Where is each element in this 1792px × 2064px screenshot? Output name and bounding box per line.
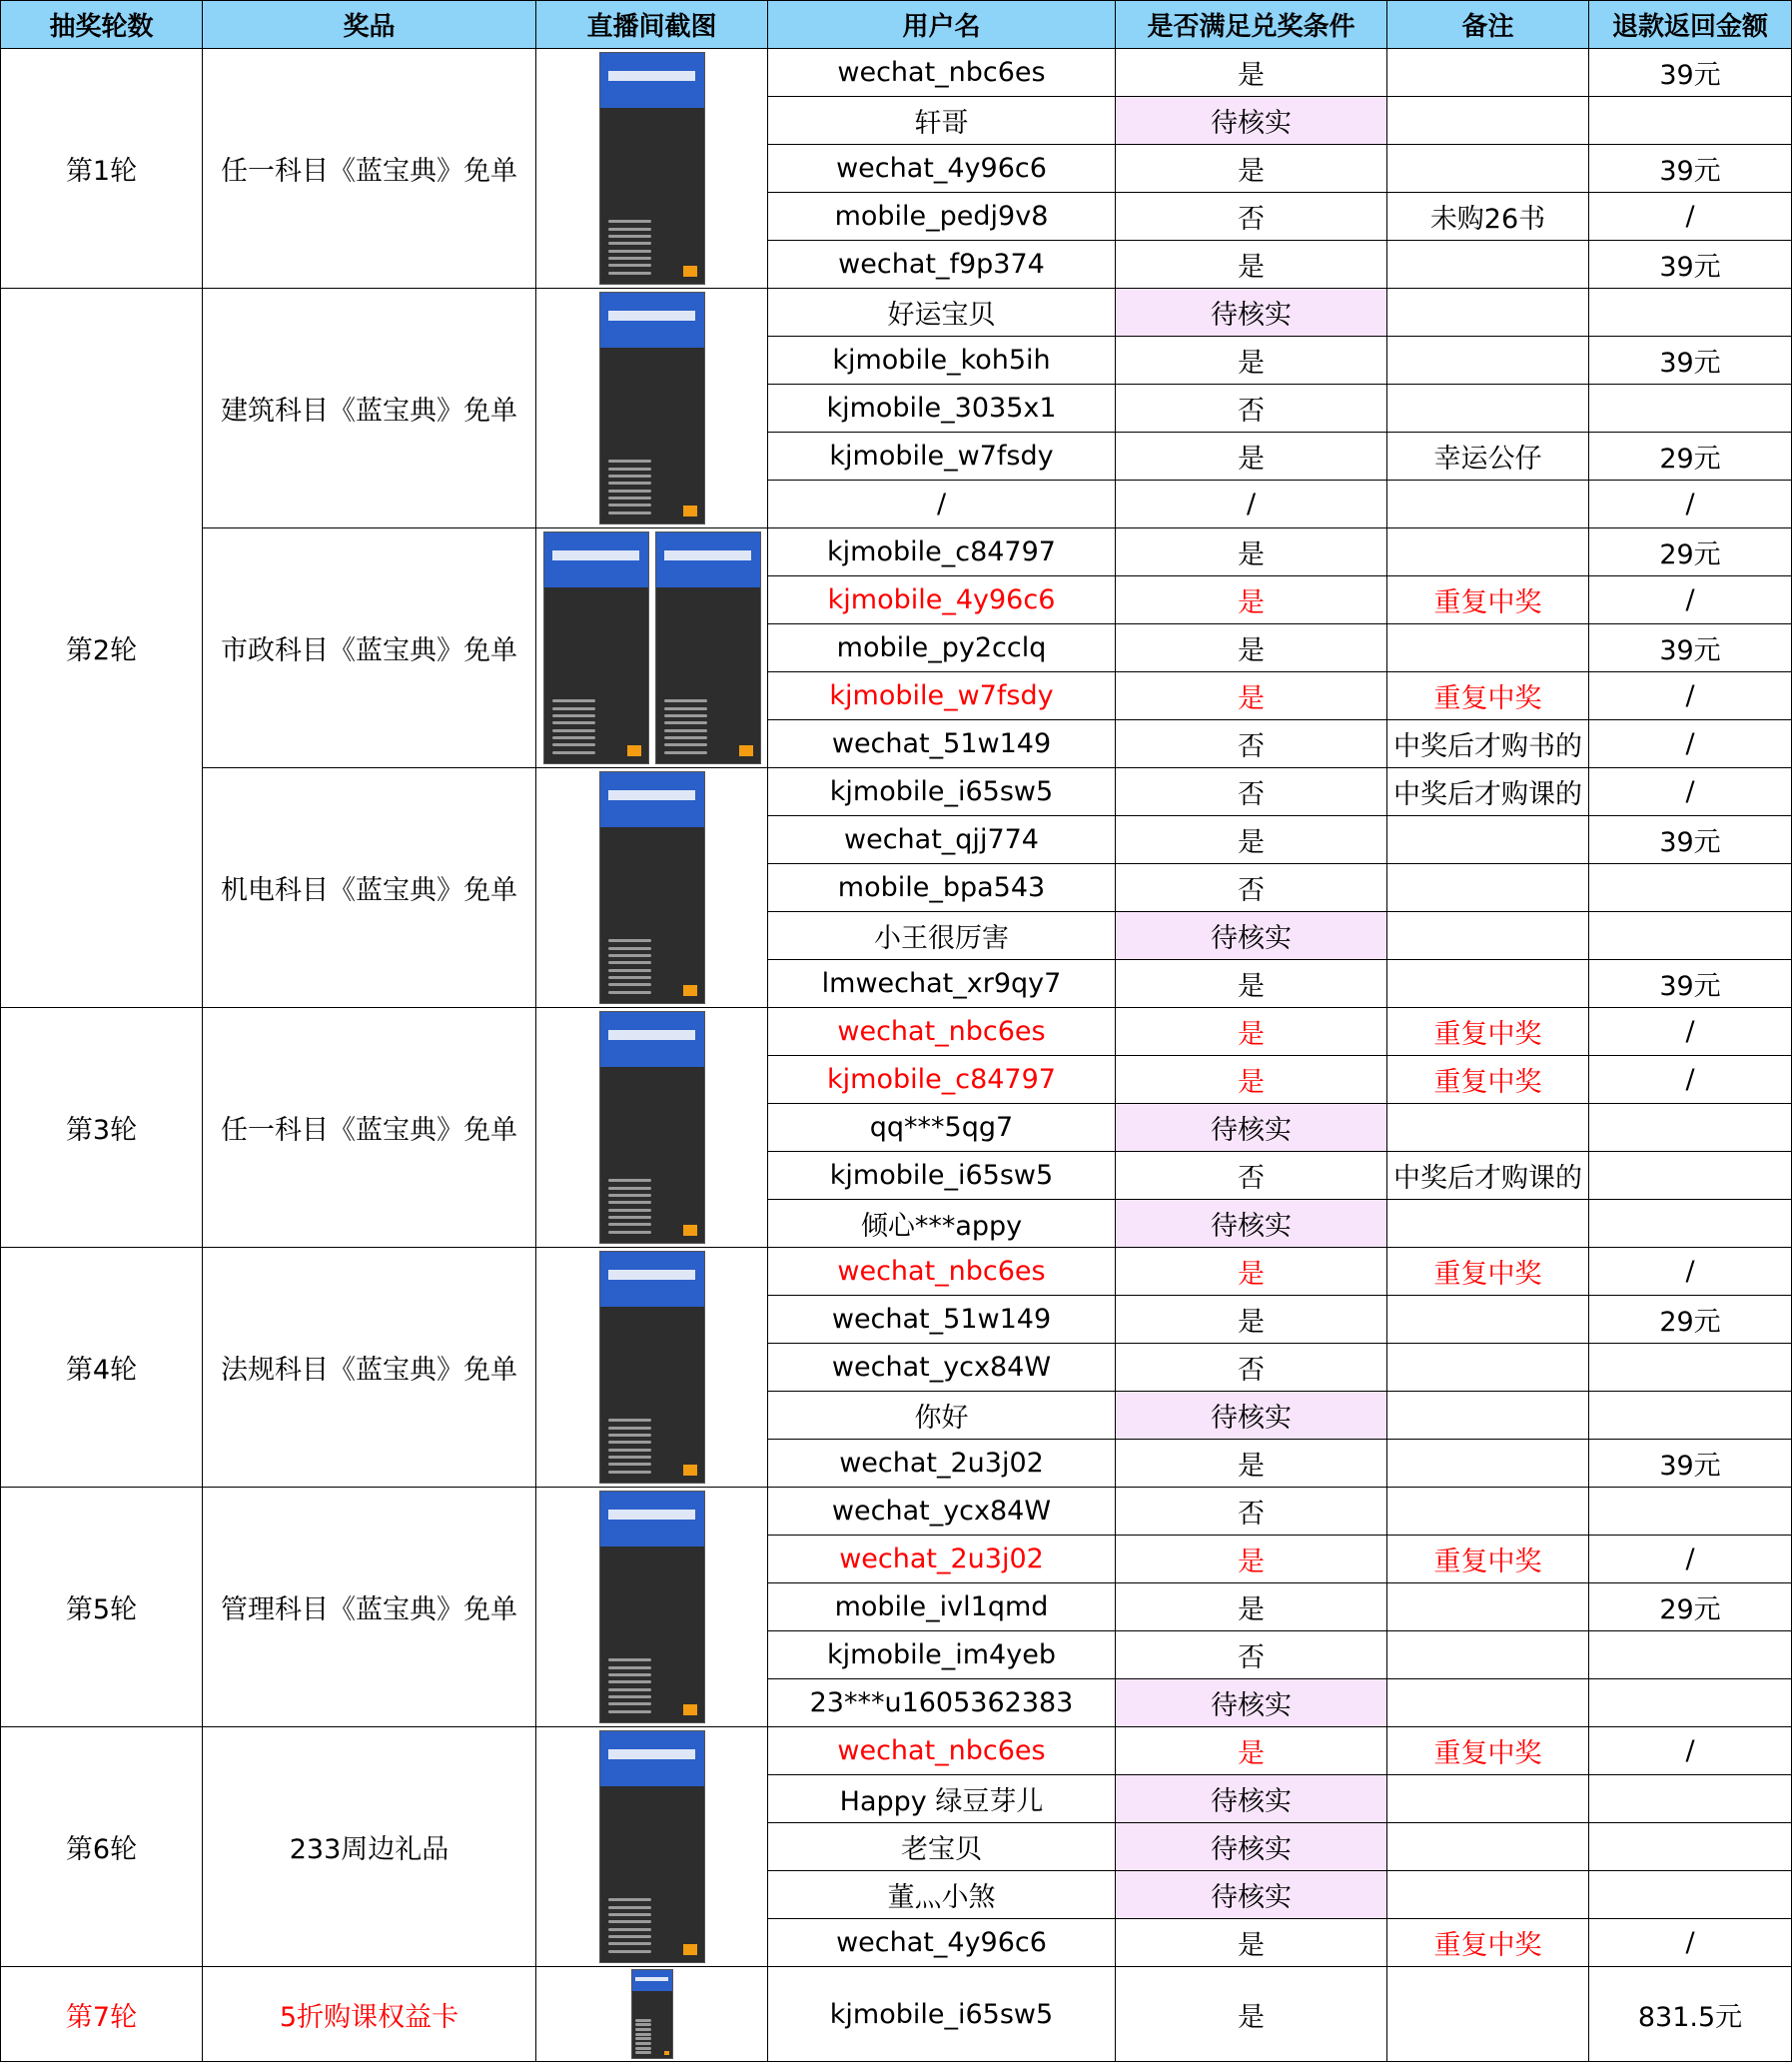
- eligibility-cell: 是: [1116, 49, 1387, 97]
- livestream-screenshot: [599, 1730, 705, 1963]
- table-row: [1, 1488, 1792, 1536]
- username-cell: mobile_pedj9v8: [768, 193, 1116, 241]
- prize-cell: 任一科目《蓝宝典》免单: [203, 1008, 536, 1248]
- username-cell: wechat_nbc6es: [768, 1727, 1116, 1775]
- eligibility-cell: 否: [1116, 385, 1387, 433]
- refund-cell: 29元: [1589, 1296, 1792, 1344]
- note-cell: 重复中奖: [1387, 1919, 1589, 1967]
- eligibility-cell: 待核实: [1116, 1775, 1387, 1823]
- note-cell: 重复中奖: [1387, 672, 1589, 720]
- note-cell: [1387, 337, 1589, 385]
- refund-cell: 39元: [1589, 337, 1792, 385]
- username-cell: 你好: [768, 1392, 1116, 1440]
- refund-cell: [1589, 912, 1792, 960]
- table-row: [1, 289, 1792, 337]
- eligibility-cell: 否: [1116, 193, 1387, 241]
- livestream-screenshot: [655, 531, 761, 764]
- round-cell: 第7轮: [1, 1967, 203, 2062]
- refund-cell: [1589, 1200, 1792, 1248]
- eligibility-cell: 否: [1116, 720, 1387, 768]
- username-cell: wechat_nbc6es: [768, 1008, 1116, 1056]
- header-screenshot: 直播间截图: [536, 1, 768, 49]
- refund-cell: /: [1589, 1008, 1792, 1056]
- livestream-screenshot: [599, 1491, 705, 1723]
- username-cell: wechat_4y96c6: [768, 145, 1116, 193]
- note-cell: 重复中奖: [1387, 1248, 1589, 1296]
- note-cell: [1387, 528, 1589, 576]
- eligibility-cell: 是: [1116, 1727, 1387, 1775]
- eligibility-cell: 否: [1116, 1344, 1387, 1392]
- refund-cell: /: [1589, 720, 1792, 768]
- eligibility-cell: 是: [1116, 1008, 1387, 1056]
- note-cell: [1387, 1823, 1589, 1871]
- livestream-screenshot: [599, 1251, 705, 1484]
- username-cell: qq***5qg7: [768, 1104, 1116, 1152]
- refund-cell: /: [1589, 672, 1792, 720]
- refund-cell: 39元: [1589, 241, 1792, 289]
- username-cell: 小王很厉害: [768, 912, 1116, 960]
- note-cell: [1387, 49, 1589, 97]
- refund-cell: /: [1589, 1056, 1792, 1104]
- username-cell: kjmobile_c84797: [768, 1056, 1116, 1104]
- livestream-screenshot: [599, 1011, 705, 1244]
- note-cell: [1387, 1440, 1589, 1488]
- refund-cell: /: [1589, 768, 1792, 816]
- round-cell: 第3轮: [1, 1008, 203, 1248]
- username-cell: kjmobile_i65sw5: [768, 768, 1116, 816]
- eligibility-cell: 待核实: [1116, 1392, 1387, 1440]
- eligibility-cell: 是: [1116, 1056, 1387, 1104]
- username-cell: kjmobile_c84797: [768, 528, 1116, 576]
- note-cell: [1387, 1104, 1589, 1152]
- username-cell: 老宝贝: [768, 1823, 1116, 1871]
- note-cell: [1387, 1871, 1589, 1919]
- username-cell: 好运宝贝: [768, 289, 1116, 337]
- username-cell: Happy 绿豆芽儿: [768, 1775, 1116, 1823]
- note-cell: 未购26书: [1387, 193, 1589, 241]
- note-cell: [1387, 289, 1589, 337]
- table-row: [1, 1248, 1792, 1296]
- eligibility-cell: 是: [1116, 1296, 1387, 1344]
- refund-cell: /: [1589, 1248, 1792, 1296]
- prize-cell: 任一科目《蓝宝典》免单: [203, 49, 536, 289]
- username-cell: wechat_nbc6es: [768, 49, 1116, 97]
- eligibility-cell: 是: [1116, 1919, 1387, 1967]
- prize-cell: 建筑科目《蓝宝典》免单: [203, 289, 536, 528]
- refund-cell: [1589, 97, 1792, 145]
- username-cell: wechat_qjj774: [768, 816, 1116, 864]
- eligibility-cell: 是: [1116, 145, 1387, 193]
- note-cell: [1387, 1631, 1589, 1679]
- note-cell: [1387, 816, 1589, 864]
- eligibility-cell: 是: [1116, 433, 1387, 481]
- screenshot-cell: [536, 1248, 768, 1488]
- refund-cell: [1589, 1104, 1792, 1152]
- username-cell: kjmobile_i65sw5: [768, 1967, 1116, 2062]
- screenshot-cell: [536, 528, 768, 768]
- refund-cell: 29元: [1589, 1583, 1792, 1631]
- username-cell: kjmobile_4y96c6: [768, 576, 1116, 624]
- eligibility-cell: 否: [1116, 768, 1387, 816]
- eligibility-cell: 是: [1116, 337, 1387, 385]
- livestream-screenshot: [543, 531, 649, 764]
- table-row: [1, 1967, 1792, 2062]
- username-cell: mobile_ivl1qmd: [768, 1583, 1116, 1631]
- username-cell: kjmobile_w7fsdy: [768, 433, 1116, 481]
- refund-cell: /: [1589, 1727, 1792, 1775]
- screenshot-cell: [536, 49, 768, 289]
- screenshot-cell: [536, 1008, 768, 1248]
- table-row: [1, 1008, 1792, 1056]
- header-note: 备注: [1387, 1, 1589, 49]
- note-cell: 幸运公仔: [1387, 433, 1589, 481]
- refund-cell: 39元: [1589, 145, 1792, 193]
- username-cell: mobile_py2cclq: [768, 624, 1116, 672]
- refund-cell: /: [1589, 1919, 1792, 1967]
- username-cell: wechat_ycx84W: [768, 1488, 1116, 1536]
- screenshot-cell: [536, 768, 768, 1008]
- livestream-screenshot: [599, 292, 705, 524]
- round-cell: 第6轮: [1, 1727, 203, 1967]
- eligibility-cell: 待核实: [1116, 1871, 1387, 1919]
- refund-cell: 29元: [1589, 433, 1792, 481]
- note-cell: 重复中奖: [1387, 1536, 1589, 1583]
- refund-cell: 39元: [1589, 1440, 1792, 1488]
- note-cell: [1387, 1488, 1589, 1536]
- eligibility-cell: /: [1116, 481, 1387, 528]
- username-cell: wechat_2u3j02: [768, 1440, 1116, 1488]
- prize-cell: 市政科目《蓝宝典》免单: [203, 528, 536, 768]
- refund-cell: [1589, 1631, 1792, 1679]
- table-row: [1, 528, 1792, 576]
- refund-cell: [1589, 289, 1792, 337]
- eligibility-cell: 是: [1116, 960, 1387, 1008]
- refund-cell: 39元: [1589, 624, 1792, 672]
- username-cell: wechat_51w149: [768, 1296, 1116, 1344]
- note-cell: [1387, 1344, 1589, 1392]
- refund-cell: 29元: [1589, 528, 1792, 576]
- refund-cell: [1589, 1775, 1792, 1823]
- note-cell: [1387, 1583, 1589, 1631]
- prize-cell: 法规科目《蓝宝典》免单: [203, 1248, 536, 1488]
- screenshot-cell: [536, 1967, 768, 2062]
- refund-cell: [1589, 864, 1792, 912]
- eligibility-cell: 待核实: [1116, 1823, 1387, 1871]
- table-row: [1, 49, 1792, 97]
- eligibility-cell: 待核实: [1116, 912, 1387, 960]
- username-cell: wechat_2u3j02: [768, 1536, 1116, 1583]
- username-cell: kjmobile_w7fsdy: [768, 672, 1116, 720]
- username-cell: kjmobile_im4yeb: [768, 1631, 1116, 1679]
- username-cell: kjmobile_3035x1: [768, 385, 1116, 433]
- note-cell: [1387, 241, 1589, 289]
- header-eligibility: 是否满足兑奖条件: [1116, 1, 1387, 49]
- note-cell: [1387, 1679, 1589, 1727]
- eligibility-cell: 待核实: [1116, 289, 1387, 337]
- username-cell: wechat_nbc6es: [768, 1248, 1116, 1296]
- screenshot-cell: [536, 1488, 768, 1727]
- username-cell: mobile_bpa543: [768, 864, 1116, 912]
- note-cell: 中奖后才购课的: [1387, 1152, 1589, 1200]
- note-cell: [1387, 97, 1589, 145]
- username-cell: 倾心***appy: [768, 1200, 1116, 1248]
- eligibility-cell: 是: [1116, 576, 1387, 624]
- username-cell: 轩哥: [768, 97, 1116, 145]
- refund-cell: [1589, 1823, 1792, 1871]
- note-cell: [1387, 1775, 1589, 1823]
- note-cell: 重复中奖: [1387, 1056, 1589, 1104]
- note-cell: [1387, 624, 1589, 672]
- note-cell: [1387, 1392, 1589, 1440]
- eligibility-cell: 待核实: [1116, 1104, 1387, 1152]
- username-cell: kjmobile_koh5ih: [768, 337, 1116, 385]
- eligibility-cell: 是: [1116, 816, 1387, 864]
- eligibility-cell: 否: [1116, 1152, 1387, 1200]
- eligibility-cell: 待核实: [1116, 1200, 1387, 1248]
- eligibility-cell: 待核实: [1116, 97, 1387, 145]
- livestream-screenshot: [599, 52, 705, 285]
- eligibility-cell: 待核实: [1116, 1679, 1387, 1727]
- header-refund: 退款返回金额: [1589, 1, 1792, 49]
- username-cell: kjmobile_i65sw5: [768, 1152, 1116, 1200]
- eligibility-cell: 是: [1116, 1248, 1387, 1296]
- refund-cell: /: [1589, 1536, 1792, 1583]
- eligibility-cell: 否: [1116, 1488, 1387, 1536]
- header-username: 用户名: [768, 1, 1116, 49]
- note-cell: 中奖后才购书的: [1387, 720, 1589, 768]
- username-cell: lmwechat_xr9qy7: [768, 960, 1116, 1008]
- eligibility-cell: 否: [1116, 1631, 1387, 1679]
- username-cell: wechat_f9p374: [768, 241, 1116, 289]
- refund-cell: [1589, 1679, 1792, 1727]
- note-cell: [1387, 960, 1589, 1008]
- round-cell: 第5轮: [1, 1488, 203, 1727]
- note-cell: 重复中奖: [1387, 576, 1589, 624]
- prize-cell: 233周边礼品: [203, 1727, 536, 1967]
- table-row: [1, 768, 1792, 816]
- eligibility-cell: 是: [1116, 1583, 1387, 1631]
- eligibility-cell: 是: [1116, 1536, 1387, 1583]
- refund-cell: [1589, 1344, 1792, 1392]
- note-cell: 中奖后才购课的: [1387, 768, 1589, 816]
- screenshot-cell: [536, 289, 768, 528]
- header-round: 抽奖轮数: [1, 1, 203, 49]
- note-cell: [1387, 1200, 1589, 1248]
- username-cell: 23***u1605362383: [768, 1679, 1116, 1727]
- username-cell: /: [768, 481, 1116, 528]
- note-cell: 重复中奖: [1387, 1727, 1589, 1775]
- note-cell: [1387, 864, 1589, 912]
- livestream-screenshot: [631, 1969, 673, 2059]
- refund-cell: 39元: [1589, 816, 1792, 864]
- note-cell: [1387, 481, 1589, 528]
- note-cell: [1387, 1967, 1589, 2062]
- refund-cell: 39元: [1589, 960, 1792, 1008]
- refund-cell: [1589, 1488, 1792, 1536]
- eligibility-cell: 是: [1116, 624, 1387, 672]
- eligibility-cell: 否: [1116, 864, 1387, 912]
- header-row: [1, 1, 1792, 49]
- refund-cell: [1589, 385, 1792, 433]
- refund-cell: [1589, 1871, 1792, 1919]
- prize-cell: 5折购课权益卡: [203, 1967, 536, 2062]
- table-row: [1, 1727, 1792, 1775]
- eligibility-cell: 是: [1116, 1967, 1387, 2062]
- screenshot-cell: [536, 1727, 768, 1967]
- prize-cell: 管理科目《蓝宝典》免单: [203, 1488, 536, 1727]
- refund-cell: /: [1589, 481, 1792, 528]
- eligibility-cell: 是: [1116, 528, 1387, 576]
- table-body: [1, 49, 1792, 2062]
- eligibility-cell: 是: [1116, 672, 1387, 720]
- refund-cell: 831.5元: [1589, 1967, 1792, 2062]
- note-cell: [1387, 1296, 1589, 1344]
- username-cell: wechat_51w149: [768, 720, 1116, 768]
- refund-cell: 39元: [1589, 49, 1792, 97]
- eligibility-cell: 是: [1116, 241, 1387, 289]
- refund-cell: /: [1589, 576, 1792, 624]
- note-cell: [1387, 145, 1589, 193]
- username-cell: wechat_ycx84W: [768, 1344, 1116, 1392]
- note-cell: [1387, 385, 1589, 433]
- round-cell: 第2轮: [1, 289, 203, 1008]
- username-cell: 董灬小煞: [768, 1871, 1116, 1919]
- round-cell: 第4轮: [1, 1248, 203, 1488]
- livestream-screenshot: [599, 771, 705, 1004]
- refund-cell: /: [1589, 193, 1792, 241]
- refund-cell: [1589, 1392, 1792, 1440]
- username-cell: wechat_4y96c6: [768, 1919, 1116, 1967]
- note-cell: 重复中奖: [1387, 1008, 1589, 1056]
- refund-cell: [1589, 1152, 1792, 1200]
- header-prize: 奖品: [203, 1, 536, 49]
- eligibility-cell: 是: [1116, 1440, 1387, 1488]
- round-cell: 第1轮: [1, 49, 203, 289]
- prize-cell: 机电科目《蓝宝典》免单: [203, 768, 536, 1008]
- note-cell: [1387, 912, 1589, 960]
